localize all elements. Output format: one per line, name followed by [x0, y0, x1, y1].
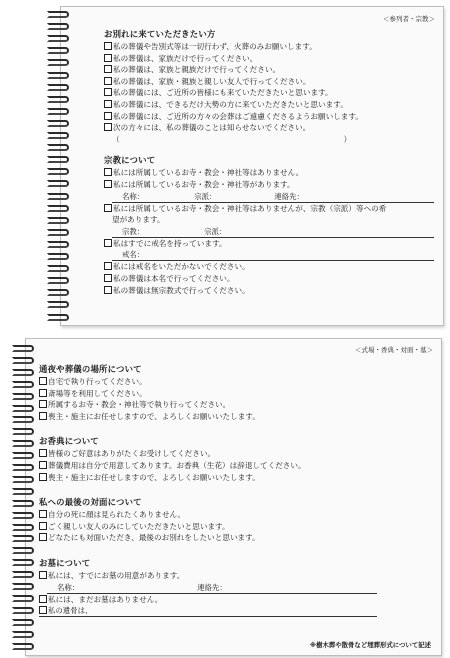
binding-ring: [47, 156, 69, 163]
binding-ring: [47, 314, 69, 321]
footnote: ※樹木葬や散骨など埋葬形式について記述: [309, 641, 431, 649]
checkbox-item: 斎場等を利用してください。: [39, 388, 431, 400]
binding-ring: [12, 357, 34, 364]
checkbox-item: 私には、まだお墓はありません。: [39, 594, 431, 606]
binding-ring: [12, 607, 34, 614]
binding-ring: [47, 47, 69, 54]
checkbox[interactable]: [39, 533, 47, 541]
binding-ring: [12, 535, 34, 542]
checkbox[interactable]: [39, 473, 47, 481]
section-title-koden: お香典について: [39, 436, 99, 447]
binding-ring: [47, 253, 69, 260]
binding-ring: [12, 547, 34, 554]
kaimyo-field[interactable]: 戒名：: [112, 249, 434, 261]
checkbox[interactable]: [104, 180, 112, 188]
binding-ring: [47, 35, 69, 42]
checkbox-item: 葬儀費用は自分で用意してあります。お香典（生花）は辞退してください。: [39, 460, 431, 472]
checkbox-item: 私には、すでにお墓の用意があります。: [39, 570, 431, 582]
checkbox-item: 皆様のご好意はありがたくお受けしてください。: [39, 448, 431, 460]
checkbox-item: 私には所属しているお寺・教会・神社等はありません。: [104, 167, 433, 179]
checkbox-item: 私の葬儀には、できるだけ大勢の方に来ていただきたいと思います。: [104, 99, 433, 111]
checkbox[interactable]: [39, 522, 47, 530]
binding-ring: [12, 559, 34, 566]
binding-ring: [12, 631, 34, 638]
spiral-binding: [12, 339, 36, 655]
checkbox-item: ごく親しい友人のみにしていただきたいと思います。: [39, 521, 431, 533]
checkbox[interactable]: [104, 65, 112, 73]
checkbox[interactable]: [104, 239, 112, 247]
binding-ring: [12, 524, 34, 531]
binding-ring: [47, 277, 69, 284]
checkbox[interactable]: [104, 100, 112, 108]
binding-ring: [47, 96, 69, 103]
religion-list: [104, 167, 433, 296]
checkbox-item: 私の葬儀には、ご近所の方々の会葬はご遠慮くださるようお願いします。: [104, 111, 433, 123]
binding-ring: [47, 23, 69, 30]
checkbox[interactable]: [104, 204, 112, 212]
farewell-list: [104, 41, 433, 145]
checkbox[interactable]: [104, 262, 112, 270]
binding-ring: [12, 619, 34, 626]
binding-ring: [12, 500, 34, 507]
religion-preference-field[interactable]: 宗教： 宗派：: [112, 226, 434, 238]
binding-ring: [12, 583, 34, 590]
binding-ring: [47, 217, 69, 224]
checkbox[interactable]: [39, 400, 47, 408]
binding-ring: [47, 229, 69, 236]
checkbox[interactable]: [39, 571, 47, 579]
binding-ring: [47, 193, 69, 200]
binding-ring: [47, 289, 69, 296]
checkbox-item: 私の葬儀には、ご近所の皆様にも来ていただきたいと思います。: [104, 87, 433, 99]
checkbox[interactable]: [39, 595, 47, 603]
page-content: [39, 363, 431, 617]
binding-ring: [12, 369, 34, 376]
page-content: [104, 28, 433, 296]
checkbox[interactable]: [39, 510, 47, 518]
binding-ring: [12, 595, 34, 602]
remains-field[interactable]: 私の遺骨は、: [39, 605, 377, 617]
binding-ring: [47, 84, 69, 91]
binding-ring: [12, 416, 34, 423]
checkbox-item: 喪主・施主にお任せしますので、よろしくお願いいたします。: [39, 411, 431, 423]
binding-ring: [12, 512, 34, 519]
binding-ring: [12, 393, 34, 400]
binding-ring: [47, 180, 69, 187]
checkbox-item: 喪主・施主にお任せしますので、よろしくお願いいたします。: [39, 472, 431, 484]
binding-ring: [12, 440, 34, 447]
checkbox-item: どなたにも対面いただき、最後のお別れをしたいと思います。: [39, 532, 431, 544]
section-title-venue: 通夜や葬儀の場所について: [39, 364, 142, 374]
checkbox-item: 私はすでに戒名を持っています。: [104, 238, 433, 250]
binding-ring: [12, 405, 34, 412]
checkbox-item: 私には戒名をいただかないでください。: [104, 261, 433, 273]
checkbox-item: 所属するお寺・教会・神社等で執り行ってください。: [39, 399, 431, 411]
checkbox[interactable]: [39, 606, 47, 614]
checkbox[interactable]: [104, 286, 112, 294]
section-title-final-viewing: 私への最後の対面について: [39, 497, 142, 508]
checkbox[interactable]: [39, 377, 47, 385]
binding-ring: [12, 428, 34, 435]
checkbox[interactable]: [104, 274, 112, 282]
checkbox[interactable]: [39, 389, 47, 397]
checkbox-item: 私には所属しているお寺・教会・神社等があります。: [104, 179, 433, 191]
binding-ring: [12, 381, 34, 388]
section-title-grave: お墓について: [39, 557, 91, 568]
spiral-binding: [47, 7, 71, 325]
checkbox[interactable]: [104, 42, 112, 50]
checkbox[interactable]: [39, 461, 47, 469]
binding-ring: [12, 488, 34, 495]
binding-ring: [47, 11, 69, 18]
binding-ring: [12, 452, 34, 459]
binding-ring: [47, 120, 69, 127]
binding-ring: [12, 345, 34, 352]
checkbox-item: 自宅で執り行ってください。: [39, 376, 431, 388]
grave-info-field[interactable]: 名称： 連絡先：: [47, 582, 377, 594]
temple-info-field[interactable]: 名称： 宗派： 連絡先：: [112, 191, 434, 203]
notebook-page-attendees-religion: [60, 6, 444, 326]
binding-ring: [47, 265, 69, 272]
checkbox-item: 私には所属しているお寺・教会・神社等はありませんが、宗教（宗派）等への希: [104, 203, 433, 215]
checkbox[interactable]: [39, 449, 47, 457]
section-title-religion: 宗教について: [104, 155, 156, 166]
checkbox[interactable]: [104, 77, 112, 85]
checkbox[interactable]: [104, 112, 112, 120]
page-tag: ＜参列者・宗教＞: [383, 15, 435, 23]
page-tag: ＜式場・香典・対面・墓＞: [355, 346, 433, 354]
notebook-page-venue-koden-grave: [25, 338, 442, 656]
checkbox[interactable]: [104, 123, 112, 131]
binding-ring: [47, 59, 69, 66]
checkbox[interactable]: [104, 88, 112, 96]
checkbox-item: 私の葬儀は、家族と親族だけで行ってください。: [104, 64, 433, 76]
binding-ring: [47, 205, 69, 212]
checkbox-item: 私の葬儀は、家族だけで行ってください。: [104, 53, 433, 65]
checkbox[interactable]: [104, 54, 112, 62]
checkbox-item-continued: 望があります。: [112, 215, 165, 225]
checkbox-item: 自分の死に顔は見られたくありません。: [39, 509, 431, 521]
binding-ring: [12, 643, 34, 650]
binding-ring: [12, 476, 34, 483]
binding-ring: [47, 301, 69, 308]
checkbox-item: 私の葬儀は無宗教式で行ってください。: [104, 285, 433, 297]
binding-ring: [47, 144, 69, 151]
checkbox-item: 私の葬儀は本名で行ってください。: [104, 273, 433, 285]
checkbox[interactable]: [104, 168, 112, 176]
checkbox[interactable]: [39, 412, 47, 420]
binding-ring: [12, 571, 34, 578]
binding-ring: [47, 241, 69, 248]
checkbox-item: 私の葬儀は、家族・親族と親しい友人で行ってください。: [104, 76, 433, 88]
checkbox-item: 次の方々には、私の葬儀のことは知らせないでください。: [104, 122, 433, 134]
recipients-field[interactable]: （ ）: [112, 134, 352, 144]
checkbox-item: 私の葬儀や告別式等は一切行わず、火葬のみお願いします。: [104, 41, 433, 53]
binding-ring: [47, 168, 69, 175]
section-title-farewell: お別れに来ていただきたい方: [104, 29, 216, 39]
binding-ring: [47, 72, 69, 79]
binding-ring: [47, 108, 69, 115]
binding-ring: [12, 464, 34, 471]
binding-ring: [47, 132, 69, 139]
